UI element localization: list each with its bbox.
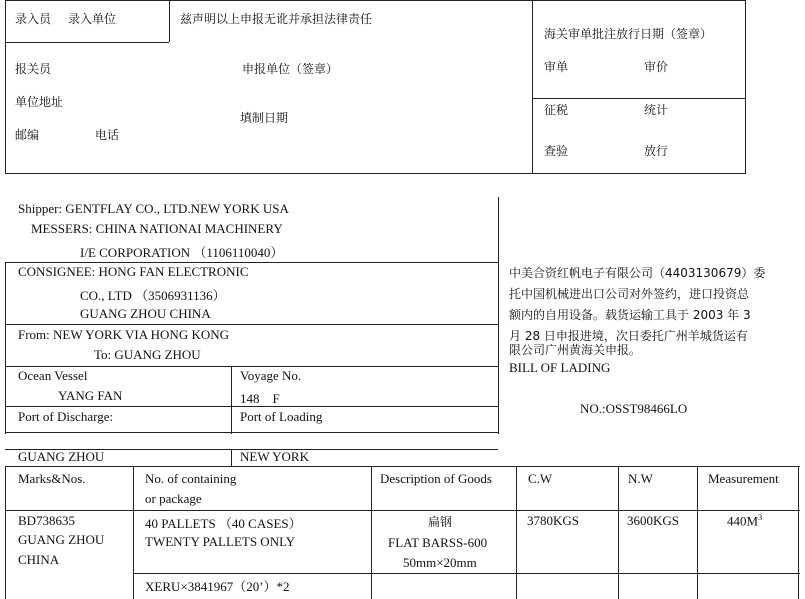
- package-line-2: TWENTY PALLETS ONLY: [145, 534, 296, 549]
- table-top-line: [5, 466, 800, 467]
- bl-left-border: [5, 262, 6, 434]
- loading-value: NEW YORK: [240, 449, 309, 464]
- cw-value: 3780KGS: [527, 513, 580, 528]
- form-top-border: [5, 0, 746, 1]
- bill-of-lading-number: NO.:OSST98466LO: [580, 401, 688, 416]
- inspection-label: 查验: [544, 144, 569, 158]
- release-label: 放行: [644, 144, 669, 158]
- approval-divider: [532, 98, 745, 99]
- ocean-vessel-value: YANG FAN: [58, 388, 123, 403]
- table-left-border: [5, 466, 6, 599]
- declarant-label: 报关员: [15, 62, 52, 76]
- price-review-label: 审价: [644, 60, 669, 74]
- note-line-3: 额内的自用设备。载货运输工具于 2003 年 3: [509, 308, 751, 322]
- header-containing-1: No. of containing: [145, 471, 237, 486]
- ocean-vessel-label: Ocean Vessel: [18, 368, 88, 383]
- table-right-border: [798, 466, 799, 599]
- shipper-line-1: Shipper: GENTFLAY CO., LTD.NEW YORK USA: [18, 201, 289, 216]
- discharge-label: Port of Discharge:: [18, 409, 114, 424]
- shipper-line-3: I/E CORPORATION （1106110040）: [80, 245, 284, 260]
- customs-approval-label: 海关审单批注放行日期（签章）: [544, 27, 713, 41]
- note-line-1: 中美合资红帆电子有限公司（4403130679）委: [509, 266, 766, 280]
- note-line-5: 限公司广州黄海关申报。: [509, 343, 642, 357]
- declaring-unit-label: 申报单位（签章）: [242, 62, 339, 76]
- consignee-line-3: GUANG ZHOU CHINA: [80, 306, 211, 321]
- marks-line-1: BD738635: [18, 513, 76, 528]
- consignee-bottom-line: [5, 324, 498, 325]
- nw-value: 3600KGS: [627, 513, 680, 528]
- shipper-line-2: MESSERS: CHINA NATIONAI MACHINERY: [31, 221, 283, 236]
- note-line-2: 托中国机械进出口公司对外签约，进口投资总: [509, 287, 750, 301]
- package-line-1: 40 PALLETS （40 CASES）: [145, 516, 302, 531]
- marks-line-3: CHINA: [18, 552, 60, 567]
- header-marks: Marks&Nos.: [18, 471, 86, 486]
- header-cw: C.W: [528, 471, 553, 486]
- table-col-divider-1: [133, 466, 134, 599]
- vessel-divider: [231, 366, 232, 434]
- to-port: To: GUANG ZHOU: [94, 347, 201, 362]
- discharge-value: GUANG ZHOU: [18, 449, 105, 464]
- phone-label: 电话: [95, 128, 120, 142]
- voyage-label: Voyage No.: [240, 368, 302, 383]
- table-col-divider-4: [618, 466, 619, 599]
- ports-bottom-line: [5, 432, 498, 433]
- loading-label: Port of Loading: [240, 409, 323, 424]
- note-line-4: 月 28 日申报进境，次日委托广州羊城货运有: [509, 329, 748, 343]
- route-bottom-line: [5, 366, 498, 367]
- consignee-line-1: CONSIGNEE: HONG FAN ELECTRONIC: [18, 264, 249, 279]
- declaration-statement: 兹声明以上申报无讹并承担法律责任: [180, 12, 373, 26]
- container-number: XERU×3841967（20’）*2: [145, 579, 290, 594]
- entry-box-right: [169, 0, 170, 42]
- table-row-bottom-line: [133, 573, 800, 574]
- statistics-label: 统计: [644, 103, 669, 117]
- form-divider: [532, 0, 533, 173]
- entry-box-bottom: [5, 42, 169, 43]
- form-bottom-border: [5, 173, 746, 174]
- form-left-border: [5, 0, 6, 173]
- tax-label: 征税: [544, 103, 569, 117]
- entry-unit-label: 录入单位: [68, 12, 117, 26]
- bill-of-lading-title: BILL OF LADING: [509, 360, 611, 375]
- review-label: 审单: [544, 60, 569, 74]
- description-cn: 扁钢: [428, 515, 453, 529]
- measurement-value: $440M^3$: [727, 513, 763, 529]
- voyage-value: 148 F: [240, 391, 280, 406]
- entry-clerk-label: 录入员: [15, 12, 52, 26]
- table-col-divider-2: [371, 466, 372, 599]
- shipper-bottom-line: [5, 262, 498, 263]
- description-line-2: 50mm×20mm: [403, 555, 477, 570]
- description-line-1: FLAT BARSS-600: [388, 535, 488, 550]
- marks-line-2: GUANG ZHOU: [18, 532, 105, 547]
- table-col-divider-5: [697, 466, 698, 599]
- consignee-line-2: CO., LTD （3506931136）: [80, 288, 226, 303]
- from-port: From: NEW YORK VIA HONG KONG: [18, 327, 230, 342]
- strip-divider: [231, 449, 232, 466]
- form-right-border: [745, 0, 746, 173]
- table-header-bottom-line: [5, 510, 800, 511]
- unit-address-label: 单位地址: [15, 95, 64, 109]
- postcode-label: 邮编: [15, 128, 40, 142]
- header-measurement: Measurement: [708, 471, 779, 486]
- bl-center-divider: [498, 197, 499, 434]
- header-containing-2: or package: [145, 491, 202, 506]
- table-col-divider-3: [516, 466, 517, 599]
- header-nw: N.W: [628, 471, 653, 486]
- prepared-date-label: 填制日期: [240, 111, 289, 125]
- header-description: Description of Goods: [380, 471, 492, 486]
